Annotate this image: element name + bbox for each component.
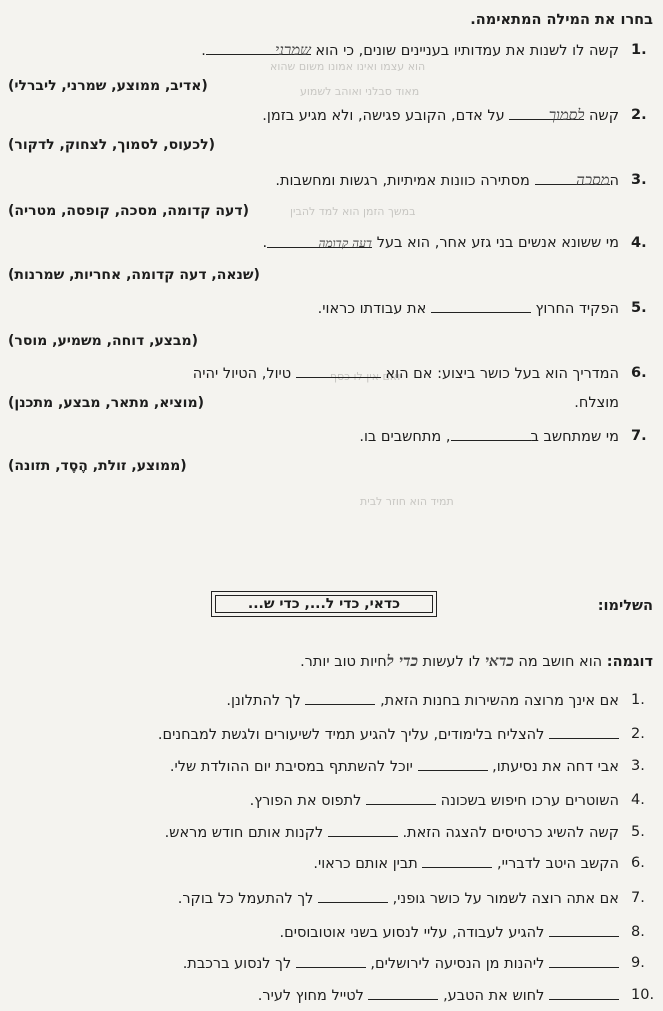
answer-blank[interactable] xyxy=(305,690,375,705)
answer-options: (ממוצע, זולת, הֶסֶד, תזונה) xyxy=(8,458,187,474)
answer-blank[interactable] xyxy=(549,985,619,1000)
answer-blank[interactable] xyxy=(328,822,398,837)
answer-blank[interactable] xyxy=(431,298,531,313)
answer-blank[interactable] xyxy=(366,790,436,805)
answer-blank[interactable] xyxy=(535,170,610,189)
answer-options: (שנאה, דעה קדומה, אחריות, שמרנות) xyxy=(8,267,260,283)
question-number: 5. xyxy=(631,300,647,316)
answer-blank[interactable] xyxy=(451,426,531,441)
question-number: 1. xyxy=(631,42,647,58)
answer-blank[interactable] xyxy=(549,922,619,937)
answer-options: (לכעוס, לסמוך, לצחוק, לדקור) xyxy=(8,137,216,153)
worksheet-page: הוא עצמו ואינו אמונו משום שהוא מאוד סבלני ואוהב לשמוע במשך הזמן הוא למד להבין ואם אין לו כסף תמיד הוא חוזר לבית בחרו את המילה המתאימה. 1. קשה לו לשנות את עמדותיו בעניינים שונים, כי הוא שמרני. (אדיב, ממוצע, שמרני, ליברלי) 2. קשה לסמוך על אדם, הקובע פגישה, ולא מגיע בזמן. (לכעוס, לסמוך, לצחוק, לדקור) 3. המסכה מסתירה כוונות אמיתיות, רגשות ומחשבות. (דעה קדומה, מסכה, קופסה, מטריה) 4. מי ששונא אנשים בני גזע אחר, הוא בעל דעה קדומה. (שנאה, דעה קדומה, אחריות, שמרנות) 5. הפקיד החרוץ את עבודתו כראוי. (מבצע, דוחה, משמיע, מוסר) 6. המדריך הוא בעל כושר ביצוע: אם הוא טיול, הטיול יהיה מוצלח. (מוציא, מתאר, מבצע, מתכנן) 7. מי שמתחשב ב, מתחשבים בו. (ממוצע, זולת, הֶסֶד, תזונה) השלימו: כדאי, כדי ל..., כדי ש... דוגמה: הוא חושב מה כדאי לו לעשות כדי לחיות טוב יותר. 1. אם אינך מרוצה מהשירות בחנות הזאת, לך להתלונן. 2. להצליח בלימודים, עליך להגיע תמיד לשיעורים ולגשת למבחנים. 3. אבי דחה את נסיעתו, יוכל להשתתף במסיבת יום ההולדת שלי. 4. השוטרים ערכו חיפוש בשכונה לתפוס את הפורץ. 5. קשה להשיג כרטיסים להצגה הזאת. לקנות אותם חודש מראש. 6. הקשב היטב לדבריי, תבין אותם כראוי. 7. אם אתה רוצה לשמור על כושר גופני, לך להתעמל כל בוקר. 8. להגיע לעבודה, עליי לנסוע בשני אוטובוסים. 9. ליהנות מן הנסיעה לירושלים, לך לנסוע ברכבת. 10. לחוש את הטבע, לטייל מחוץ לעיר. xyxy=(8,12,655,1004)
section1-title: בחרו את המילה המתאימה. xyxy=(470,12,653,28)
answer-blank[interactable] xyxy=(509,105,585,124)
question-number: 3. xyxy=(631,172,647,188)
answer-blank[interactable] xyxy=(318,888,388,903)
answer-blank[interactable] xyxy=(267,233,372,248)
answer-blank[interactable] xyxy=(206,40,311,59)
answer-options: (דעה קדומה, מסכה, קופסה, מטריה) xyxy=(8,203,249,219)
question-number: 6. xyxy=(631,365,647,381)
handwritten-answer: לסמוך xyxy=(548,106,585,124)
answer-blank[interactable] xyxy=(549,724,619,739)
answer-options: (מוציא, מתאר, מבצע, מתכנן) xyxy=(8,395,204,411)
answer-blank[interactable] xyxy=(296,953,366,968)
word-bank: כדאי, כדי ל..., כדי ש... xyxy=(215,595,433,613)
handwritten-answer: דעה קדומה xyxy=(318,236,373,250)
handwritten-answer: שמרני xyxy=(275,41,311,59)
handwritten-answer: כדי ל xyxy=(386,652,419,670)
question-number: 7. xyxy=(631,428,647,444)
question-number: 4. xyxy=(631,235,647,251)
handwritten-answer: מסכה xyxy=(575,171,610,189)
question-number: 2. xyxy=(631,107,647,123)
question-text: קשה לו לשנות את עמדותיו בעניינים שונים, כי הוא xyxy=(315,43,619,59)
answer-blank[interactable] xyxy=(549,953,619,968)
answer-options: (אדיב, ממוצע, שמרני, ליברלי) xyxy=(8,78,208,94)
answer-options: (מבצע, דוחה, משמיע, מוסר) xyxy=(8,333,198,349)
answer-blank[interactable] xyxy=(422,853,492,868)
section2-title: השלימו: xyxy=(597,598,653,614)
handwritten-answer: כדאי xyxy=(485,652,514,670)
answer-blank[interactable] xyxy=(296,363,381,378)
answer-blank[interactable] xyxy=(418,756,488,771)
word-bank-box xyxy=(211,591,437,617)
answer-blank[interactable] xyxy=(368,985,438,1000)
example-label: דוגמה: xyxy=(606,654,653,670)
